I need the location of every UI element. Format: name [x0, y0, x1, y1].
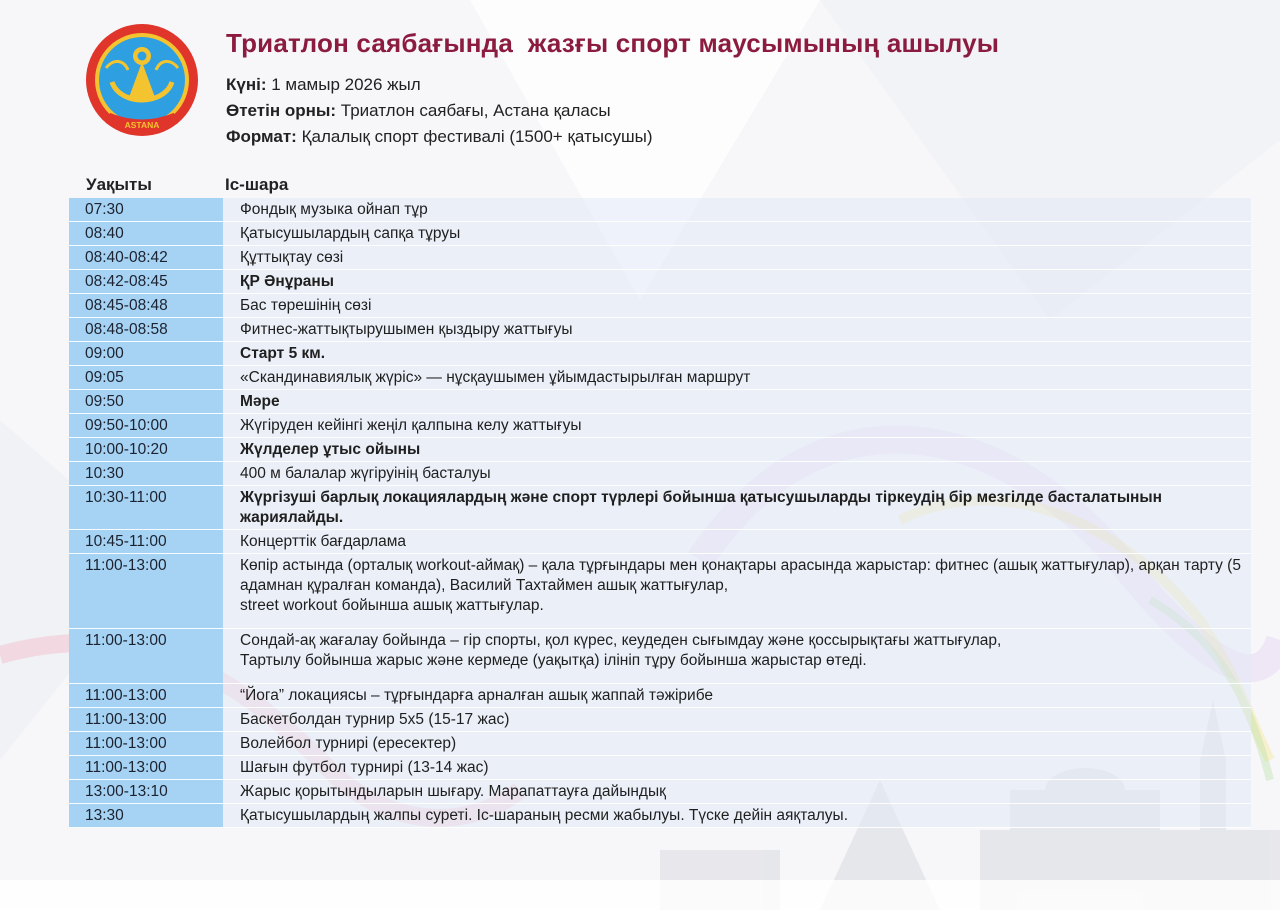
- schedule-time: 09:50-10:00: [69, 414, 223, 438]
- schedule-event: Баскетболдан турнир 5х5 (15-17 жас): [223, 708, 1251, 732]
- schedule-event: Жүлделер ұтыс ойыны: [223, 438, 1251, 462]
- schedule-row: [69, 222, 1251, 246]
- schedule-row: [69, 246, 1251, 270]
- schedule-time: 08:45-08:48: [69, 294, 223, 318]
- schedule-event: Фондық музыка ойнап тұр: [223, 198, 1251, 222]
- schedule-row: [69, 486, 1251, 530]
- format-label: Формат:: [226, 127, 297, 146]
- schedule-time: 13:00-13:10: [69, 780, 223, 804]
- schedule-time: 09:05: [69, 366, 223, 390]
- schedule-row: [69, 294, 1251, 318]
- schedule-row: [69, 756, 1251, 780]
- schedule-event: Қатысушылардың жалпы суреті. Іс-шараның ресми жабылуы. Түске дейін аяқталуы.: [223, 804, 1251, 828]
- schedule-event: 400 м балалар жүгіруінің басталуы: [223, 462, 1251, 486]
- schedule-time: 10:00-10:20: [69, 438, 223, 462]
- schedule-row: [69, 438, 1251, 462]
- schedule-time: 08:48-08:58: [69, 318, 223, 342]
- page-title: Триатлон саябағында жазғы спорт маусымының ашылуы: [226, 28, 1000, 58]
- schedule-row: [69, 198, 1251, 222]
- schedule-event: Көпір астында (орталық workout-аймақ) – қала тұрғындары мен қонақтары арасында жарыстар: фитнес (ашық жаттығулар), арқан тарту (5 адамнан құралған команда), Василий Тахтаймен ашық жаттығулар, street workout бойынша ашық жаттығулар.: [223, 554, 1251, 629]
- astana-emblem-logo: [84, 22, 200, 140]
- schedule-time: 08:40-08:42: [69, 246, 223, 270]
- schedule-time: 11:00-13:00: [69, 629, 223, 684]
- schedule-time: 11:00-13:00: [69, 684, 223, 708]
- schedule-time: 09:00: [69, 342, 223, 366]
- schedule-event: Бас төрешінің сөзі: [223, 294, 1251, 318]
- schedule-time: 11:00-13:00: [69, 732, 223, 756]
- schedule-row: [69, 804, 1251, 828]
- schedule-event: Қатысушылардың сапқа тұруы: [223, 222, 1251, 246]
- event-meta: [226, 72, 652, 150]
- schedule-row: [69, 270, 1251, 294]
- schedule-row: [69, 342, 1251, 366]
- schedule-body: [69, 198, 1251, 828]
- schedule-row: [69, 708, 1251, 732]
- schedule-time: 09:50: [69, 390, 223, 414]
- schedule-time: 10:30-11:00: [69, 486, 223, 530]
- place-line: [226, 98, 652, 124]
- schedule-event: Мәре: [223, 390, 1251, 414]
- schedule-row: [69, 684, 1251, 708]
- schedule-event: ҚР Әнұраны: [223, 270, 1251, 294]
- format-value: Қалалық спорт фестивалі (1500+ қатысушы): [301, 127, 653, 146]
- schedule-time: 11:00-13:00: [69, 554, 223, 629]
- schedule-table: [69, 198, 1251, 828]
- schedule-row: [69, 554, 1251, 629]
- schedule-event: Фитнес-жаттықтырушымен қыздыру жаттығуы: [223, 318, 1251, 342]
- schedule-time: 10:30: [69, 462, 223, 486]
- schedule-event: Старт 5 км.: [223, 342, 1251, 366]
- schedule-event: Жүргізуші барлық локациялардың және спорт түрлері бойынша қатысушыларды тіркеудің бір мезгілде басталатынын жариялайды.: [223, 486, 1251, 530]
- schedule-event: Сондай-ақ жағалау бойында – гір спорты, қол күрес, кеудеден сығымдау және қоссырықтағы жаттығулар, Тартылу бойынша жарыс және кермеде (уақытқа) ілініп тұру бойынша жарыстар өтеді.: [223, 629, 1251, 684]
- schedule-row: [69, 530, 1251, 554]
- date-label: Күні:: [226, 75, 267, 94]
- column-header-event: Іс-шара: [225, 175, 289, 194]
- date-value: 1 мамыр 2026 жыл: [271, 75, 421, 94]
- schedule-row: [69, 732, 1251, 756]
- schedule-time: 10:45-11:00: [69, 530, 223, 554]
- schedule-row: [69, 629, 1251, 684]
- place-label: Өтетін орны:: [226, 101, 337, 120]
- schedule-time: 08:42-08:45: [69, 270, 223, 294]
- date-line: [226, 72, 652, 98]
- schedule-time: 07:30: [69, 198, 223, 222]
- schedule-row: [69, 780, 1251, 804]
- schedule-time: 08:40: [69, 222, 223, 246]
- schedule-event: Шағын футбол турнирі (13-14 жас): [223, 756, 1251, 780]
- schedule-event: Жүгіруден кейінгі жеңіл қалпына келу жаттығуы: [223, 414, 1251, 438]
- schedule-event: Құттықтау сөзі: [223, 246, 1251, 270]
- column-header-time: Уақыты: [86, 175, 152, 194]
- schedule-event: Концерттік бағдарлама: [223, 530, 1251, 554]
- schedule-time: 13:30: [69, 804, 223, 828]
- schedule-event: «Скандинавиялық жүріс» — нұсқаушымен ұйымдастырылған маршрут: [223, 366, 1251, 390]
- schedule-row: [69, 414, 1251, 438]
- schedule-row: [69, 366, 1251, 390]
- schedule-time: 11:00-13:00: [69, 708, 223, 732]
- format-line: [226, 124, 652, 150]
- schedule-event: “Йога” локациясы – тұрғындарға арналған ашық жаппай тәжірибе: [223, 684, 1251, 708]
- schedule-event: Жарыс қорытындыларын шығару. Марапаттауға дайындық: [223, 780, 1251, 804]
- schedule-row: [69, 462, 1251, 486]
- schedule-row: [69, 318, 1251, 342]
- place-value: Триатлон саябағы, Астана қаласы: [340, 101, 611, 120]
- schedule-time: 11:00-13:00: [69, 756, 223, 780]
- schedule-row: [69, 390, 1251, 414]
- schedule-event: Волейбол турнирі (ересектер): [223, 732, 1251, 756]
- logo-text: ASTANA: [124, 120, 160, 130]
